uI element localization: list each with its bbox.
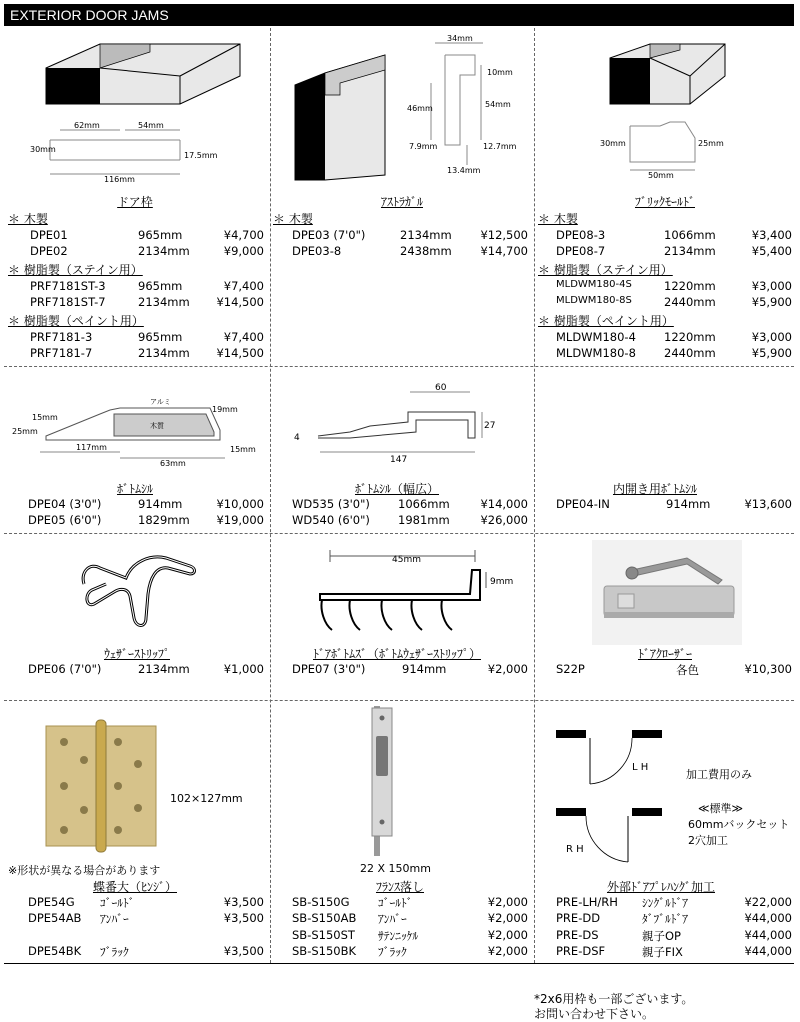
row-divider [4, 366, 794, 367]
product-price: ¥2,000 [487, 928, 528, 942]
section-title: ﾎﾞﾄﾑｼﾙ [116, 482, 153, 496]
bottom-sill-drawing [10, 390, 260, 470]
product-price: ¥3,500 [223, 944, 264, 958]
processing-note: 加工費用のみ [686, 768, 752, 781]
dimension-label: 117mm [76, 443, 107, 452]
section-title: 内開き用ﾎﾞﾄﾑｼﾙ [612, 482, 697, 496]
product-size: 親子OP [642, 929, 681, 943]
product-size: 2134mm [138, 295, 190, 309]
product-price: ¥3,400 [751, 228, 792, 242]
product-size: 2440mm [664, 346, 716, 360]
dimension-label: 63mm [160, 459, 186, 468]
product-price: ¥14,500 [216, 346, 264, 360]
product-size: ﾀﾞﾌﾞﾙﾄﾞｱ [642, 912, 688, 926]
product-price: ¥5,400 [751, 244, 792, 258]
product-code: PRF7181ST-3 [30, 279, 106, 293]
product-size: 914mm [666, 497, 711, 511]
dimension-label: 12.7mm [483, 142, 517, 151]
product-code: MLDWM180-4 [556, 330, 636, 344]
dimension-label: 147 [390, 455, 408, 465]
dimension-label: 22 X 150mm [360, 862, 431, 875]
product-code: WD540 (6'0") [292, 513, 370, 527]
dimension-label: 25mm [12, 427, 38, 436]
door-frame-section-drawing [30, 118, 220, 184]
product-size: 2134mm [138, 346, 190, 360]
backset-note: 60mmバックセット [688, 818, 790, 831]
hinge-photo [46, 720, 166, 852]
dimension-label: 62mm [74, 121, 100, 130]
product-price: ¥13,600 [744, 497, 792, 511]
product-price: ¥14,500 [216, 295, 264, 309]
dimension-label: 10mm [487, 68, 513, 77]
product-price: ¥5,900 [751, 295, 792, 309]
product-price: ¥44,000 [744, 944, 792, 958]
product-size: 各色 [676, 663, 699, 677]
dimension-label: 15mm [230, 445, 256, 454]
product-code: MLDWM180-8S [556, 295, 632, 306]
section-title: ｳｪｻﾞｰｽﾄﾘｯﾌﾟ [103, 647, 170, 661]
product-code: PRF7181-3 [30, 330, 93, 344]
product-size: 965mm [138, 279, 183, 293]
section-title: ﾎﾞﾄﾑｼﾙ（幅広） [354, 482, 439, 496]
dimension-label: 7.9mm [409, 142, 438, 151]
astragal-section-drawing [405, 35, 525, 175]
product-size: 914mm [402, 662, 447, 676]
product-size: ﾌﾞﾗｯｸ [378, 945, 407, 959]
dimension-label: 34mm [447, 34, 473, 43]
product-size: 親子FIX [642, 945, 683, 959]
product-size: ｼﾝｸﾞﾙﾄﾞｱ [642, 896, 688, 910]
product-price: ¥22,000 [744, 895, 792, 909]
product-price: ¥44,000 [744, 928, 792, 942]
product-size: 2438mm [400, 244, 452, 258]
column-divider [534, 28, 535, 963]
product-price: ¥4,700 [223, 228, 264, 242]
product-code: PRE-DSF [556, 944, 606, 958]
product-code: SB-S150BK [292, 944, 357, 958]
category-label: ＊ 木製 [8, 212, 48, 226]
dimension-label: 46mm [407, 104, 433, 113]
product-code: SB-S150ST [292, 928, 355, 942]
product-price: ¥2,000 [487, 895, 528, 909]
product-size: 914mm [138, 497, 183, 511]
dimension-label: 50mm [648, 171, 674, 180]
product-size: 2134mm [138, 244, 190, 258]
dimension-label: アルミ [150, 398, 171, 406]
dimension-label: 45mm [392, 555, 421, 565]
product-code: DPE54AB [28, 911, 82, 925]
swing-label: R H [566, 844, 584, 855]
dimension-label: 13.4mm [447, 166, 481, 175]
product-code: MLDWM180-8 [556, 346, 636, 360]
dimension-label: 30mm [30, 145, 56, 154]
dimension-label: 54mm [485, 100, 511, 109]
product-code: PRE-DD [556, 911, 601, 925]
product-code: DPE03-8 [292, 244, 342, 258]
section-title: 蝶番大（ﾋﾝｼﾞ） [92, 880, 177, 894]
product-size: 1066mm [398, 497, 450, 511]
wide-bottom-sill-drawing [290, 382, 510, 467]
product-size: 1220mm [664, 330, 716, 344]
product-price: ¥3,000 [751, 330, 792, 344]
product-code: DPE01 [30, 228, 68, 242]
brick-mould-section-drawing [600, 118, 730, 178]
product-code: DPE08-7 [556, 244, 606, 258]
dimension-label: 17.5mm [184, 151, 218, 160]
standard-note: ≪標準≫ [698, 802, 744, 815]
product-code: DPE02 [30, 244, 68, 258]
section-title: 外部ﾄﾞｱﾌﾟﾚﾊﾝｸﾞ加工 [606, 880, 715, 894]
row-divider [4, 700, 794, 701]
product-code: MLDWM180-4S [556, 279, 632, 290]
dimension-label: 102×127mm [170, 792, 243, 805]
dimension-label: 25mm [698, 139, 724, 148]
section-title: ﾌﾞﾘｯｸﾓｰﾙﾄﾞ [634, 195, 695, 209]
dimension-label: 54mm [138, 121, 164, 130]
product-price: ¥7,400 [223, 279, 264, 293]
product-size: ｺﾞｰﾙﾄﾞ [100, 896, 135, 910]
section-title: ﾌﾗﾝｽ落し [375, 880, 424, 894]
product-code: PRF7181-7 [30, 346, 93, 360]
product-code: WD535 (3'0") [292, 497, 370, 511]
product-price: ¥2,000 [487, 911, 528, 925]
dimension-label: 60 [435, 383, 447, 393]
product-size: 1981mm [398, 513, 450, 527]
product-price: ¥1,000 [223, 662, 264, 676]
product-code: PRF7181ST-7 [30, 295, 106, 309]
product-code: PRE-LH/RH [556, 895, 618, 909]
category-label: ＊ 樹脂製（ステイン用） [538, 263, 673, 277]
product-price: ¥3,500 [223, 911, 264, 925]
footer-note: お問い合わせ下さい。 [534, 1007, 655, 1021]
dimension-label: 30mm [600, 139, 626, 148]
bottom-rule [4, 963, 794, 964]
product-size: 1220mm [664, 279, 716, 293]
product-price: ¥3,500 [223, 895, 264, 909]
door-frame-illustration [40, 38, 250, 108]
column-divider [270, 28, 271, 963]
product-size: ｺﾞｰﾙﾄﾞ [378, 896, 413, 910]
category-label: ＊ 木製 [273, 212, 313, 226]
product-code: S22P [556, 662, 585, 676]
product-code: DPE08-3 [556, 228, 606, 242]
product-size: 2440mm [664, 295, 716, 309]
page-title: EXTERIOR DOOR JAMS [4, 4, 794, 26]
product-size: 1066mm [664, 228, 716, 242]
shape-note: ※形状が異なる場合があります [8, 864, 161, 877]
category-label: ＊ 樹脂製（ステイン用） [8, 263, 143, 277]
dimension-label: 116mm [104, 175, 135, 184]
product-size: ｱﾝﾊﾞｰ [100, 912, 129, 926]
product-price: ¥2,000 [487, 662, 528, 676]
product-size: 2134mm [138, 662, 190, 676]
product-code: PRE-DS [556, 928, 599, 942]
product-size: 2134mm [400, 228, 452, 242]
product-price: ¥10,300 [744, 662, 792, 676]
dimension-label: 19mm [212, 405, 238, 414]
product-size: 965mm [138, 330, 183, 344]
door-bottom-sweep-drawing [300, 548, 520, 638]
weatherstrip-drawing [70, 548, 210, 633]
product-size: ﾌﾞﾗｯｸ [100, 945, 129, 959]
product-code: DPE03 (7'0") [292, 228, 366, 242]
door-swing-diagram-lh [556, 722, 686, 792]
dimension-label: 4 [294, 433, 300, 443]
product-size: 2134mm [664, 244, 716, 258]
product-price: ¥26,000 [480, 513, 528, 527]
product-size: 965mm [138, 228, 183, 242]
product-size: ｻﾃﾝﾆｯｹﾙ [378, 929, 419, 943]
row-divider [4, 533, 794, 534]
door-closer-photo [592, 540, 742, 645]
dimension-label: 27 [484, 421, 496, 431]
product-price: ¥19,000 [216, 513, 264, 527]
product-price: ¥12,500 [480, 228, 528, 242]
swing-label: L H [632, 762, 649, 773]
product-price: ¥3,000 [751, 279, 792, 293]
section-title: ｱｽﾄﾗｶﾞﾙ [380, 195, 423, 209]
product-price: ¥14,000 [480, 497, 528, 511]
flush-bolt-photo [368, 706, 398, 856]
astragal-illustration [285, 45, 395, 185]
product-code: DPE54G [28, 895, 75, 909]
brick-mould-illustration [600, 38, 740, 108]
section-title: ﾄﾞｱﾎﾞﾄﾑｽﾞ（ﾎﾞﾄﾑｳｪｻﾞｰｽﾄﾘｯﾌﾟ） [312, 647, 481, 661]
product-code: SB-S150G [292, 895, 350, 909]
category-label: ＊ 樹脂製（ペイント用） [538, 314, 674, 328]
category-label: ＊ 樹脂製（ペイント用） [8, 314, 144, 328]
product-code: DPE07 (3'0") [292, 662, 366, 676]
footer-note: *2x6用枠も一部ございます。 [534, 992, 694, 1006]
section-title: ﾄﾞｱｸﾛｰｻﾞｰ [637, 647, 692, 661]
product-size: 1829mm [138, 513, 190, 527]
dimension-label: 15mm [32, 413, 58, 422]
product-price: ¥10,000 [216, 497, 264, 511]
product-price: ¥2,000 [487, 944, 528, 958]
product-code: DPE54BK [28, 944, 82, 958]
product-size: ｱﾝﾊﾞｰ [378, 912, 407, 926]
section-title: ドア枠 [117, 195, 153, 209]
category-label: ＊ 木製 [538, 212, 578, 226]
product-price: ¥9,000 [223, 244, 264, 258]
product-code: DPE04 (3'0") [28, 497, 102, 511]
product-price: ¥5,900 [751, 346, 792, 360]
dimension-label: 木質 [150, 422, 164, 430]
dimension-label: 9mm [490, 577, 514, 587]
product-code: SB-S150AB [292, 911, 357, 925]
product-price: ¥7,400 [223, 330, 264, 344]
door-swing-diagram-rh [556, 800, 686, 870]
product-price: ¥44,000 [744, 911, 792, 925]
product-code: DPE04-IN [556, 497, 610, 511]
product-code: DPE05 (6'0") [28, 513, 102, 527]
product-code: DPE06 (7'0") [28, 662, 102, 676]
hole-note: 2穴加工 [688, 834, 728, 847]
product-price: ¥14,700 [480, 244, 528, 258]
